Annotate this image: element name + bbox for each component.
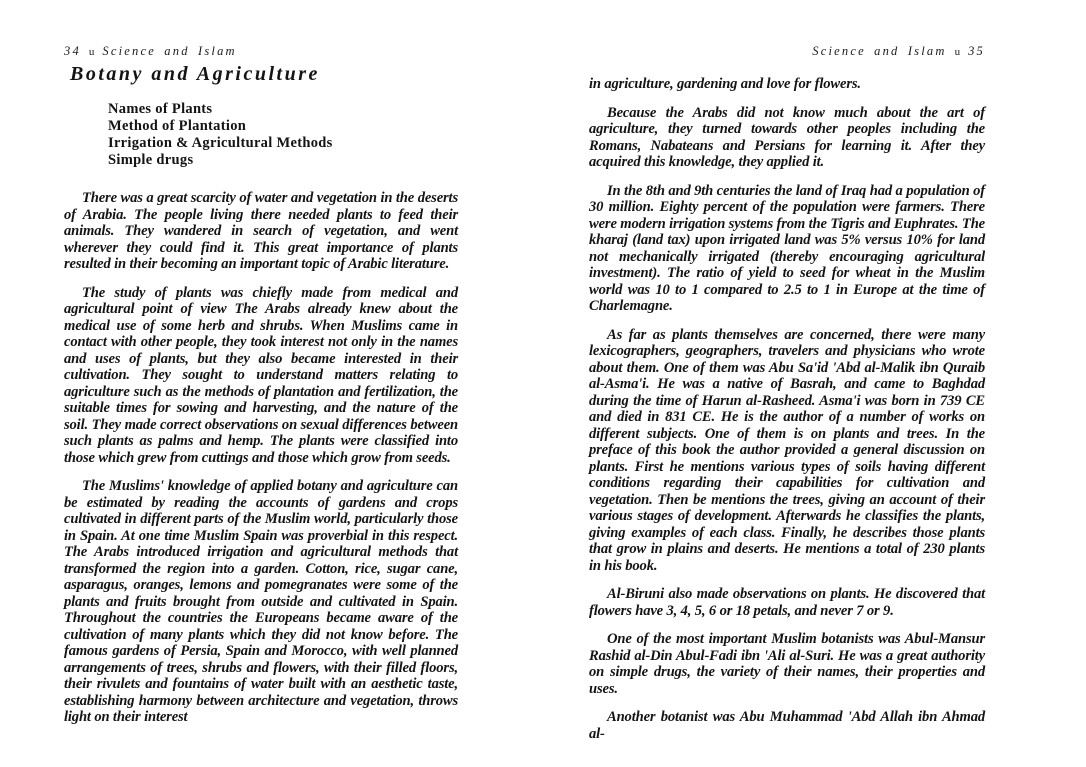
topic-item: Simple drugs xyxy=(108,152,194,168)
topic-item: Names of Plants xyxy=(108,101,213,117)
running-head-title-left: Science and Islam xyxy=(102,44,237,58)
running-head-left xyxy=(64,44,458,59)
paragraph: The study of plants was chiefly made from medical and agricultural point of view The Arabs already knew about the medical use of some herb and shrubs. When Muslims came in contact with other people, they took interest not only in the names and uses of plants, but they also became interested in their cultivation. They sought to understand matters relating to agriculture such as the methods of plantation and fertilization, the suitable times for sowing and harvesting, and the nature of the soil. They made correct observations on sexual differences between such plants as palms and hemp. The plants were classified into those which grew from cuttings and those which grow from seeds. xyxy=(64,284,458,466)
paragraph: Because the Arabs did not know much about the art of agriculture, they turned towards other peoples including the Romans, Nabateans and Persians for learning it. After they acquired this knowledge, they applied it. xyxy=(589,104,985,170)
chapter-title: Botany and Agriculture xyxy=(70,63,320,85)
paragraph: Al-Biruni also made observations on plants. He discovered that flowers have 3, 4, 5, 6 or 18 petals, and never 7 or 9. xyxy=(589,586,985,619)
running-head-title-right: Science and Islam xyxy=(812,44,947,58)
page-number-right: 35 xyxy=(968,44,985,58)
topic-item: Method of Plantation xyxy=(108,118,247,134)
page-right xyxy=(589,44,985,742)
paragraph: One of the most important Muslim botanists was Abul-Mansur Rashid al-Din Abul-Fadi ibn 'Ali al-Suri. He was a great authority on simple drugs, the variety of their names, their properties and uses. xyxy=(589,631,985,697)
paragraph: In the 8th and 9th centuries the land of Iraq had a population of 30 million. Eighty percent of the population were farmers. There were modern irrigation systems from the Tigris and Euphrates. The kharaj (land tax) upon irrigated land was 5% versus 10% for land not mechanically irrigated (thereby encouraging agricultural investment). The ratio of yield to seed for wheat in the Muslim world was 10 to 1 compared to 2.5 to 1 in Europe at the time of Charlemagne. xyxy=(589,182,985,314)
paragraph: There was a great scarcity of water and vegetation in the deserts of Arabia. The people living there needed plants to feed their animals. They wandered in search of vegetation, and went wherever they could find it. This great importance of plants resulted in their becoming an important topic of Arabic literature. xyxy=(64,190,458,272)
header-ornament-icon: u xyxy=(88,46,95,58)
paragraph: The Muslims' knowledge of applied botany and agriculture can be estimated by reading the accounts of gardens and crops cultivated in different parts of the Muslim world, particularly those in Spain. At one time Muslim Spain was proverbial in this respect. The Arabs introduced irrigation and agricultural methods that transformed the region into a garden. Cotton, rice, sugar cane, asparagus, oranges, lemons and pomegranates were some of the plants and fruits brought from outside and cultivated in Spain. Throughout the countries the Europeans became aware of the cultivation of many plants which they did not know before. The famous gardens of Persia, Spain and Morocco, with well planned arrangements of trees, shrubs and flowers, with their filled floors, their rivulets and fountains of water built with an aesthetic taste, establishing harmony between architecture and vegetation, throws light on their interest xyxy=(64,478,458,725)
paragraph: As far as plants themselves are concerned, there were many lexicographers, geographers, travelers and physicians who wrote about them. One of them was Abu Sa'id 'Abd al-Malik ibn Quraib al-Asma'i. He was a native of Basrah, and came to Baghdad during the time of Harun al-Rasheed. Asma'i was born in 739 CE and died in 831 CE. He is the author of a number of works on different subjects. One of them is on plants and trees. In the preface of this book the author provided a general discussion on plants. First he mentions various types of soils having different conditions regarding their capabilities for cultivation and vegetation. Then be mentions the trees, giving an account of their various stages of development. Afterwards he classifies the plants, giving examples of each class. Finally, he describes those plants that grow in plains and deserts. He mentions a total of 230 plants in his book. xyxy=(589,326,985,574)
paragraph: in agriculture, gardening and love for flowers. xyxy=(589,76,861,92)
paragraph: Another botanist was Abu Muhammad 'Abd Allah ibn Ahmad al- xyxy=(589,709,985,742)
header-ornament-icon: u xyxy=(954,46,961,58)
page-number-left: 34 xyxy=(64,44,81,58)
chapter-topics-list xyxy=(108,101,458,169)
page-left xyxy=(64,44,458,726)
running-head-right xyxy=(589,44,985,59)
topic-item: Irrigation & Agricultural Methods xyxy=(108,135,333,151)
